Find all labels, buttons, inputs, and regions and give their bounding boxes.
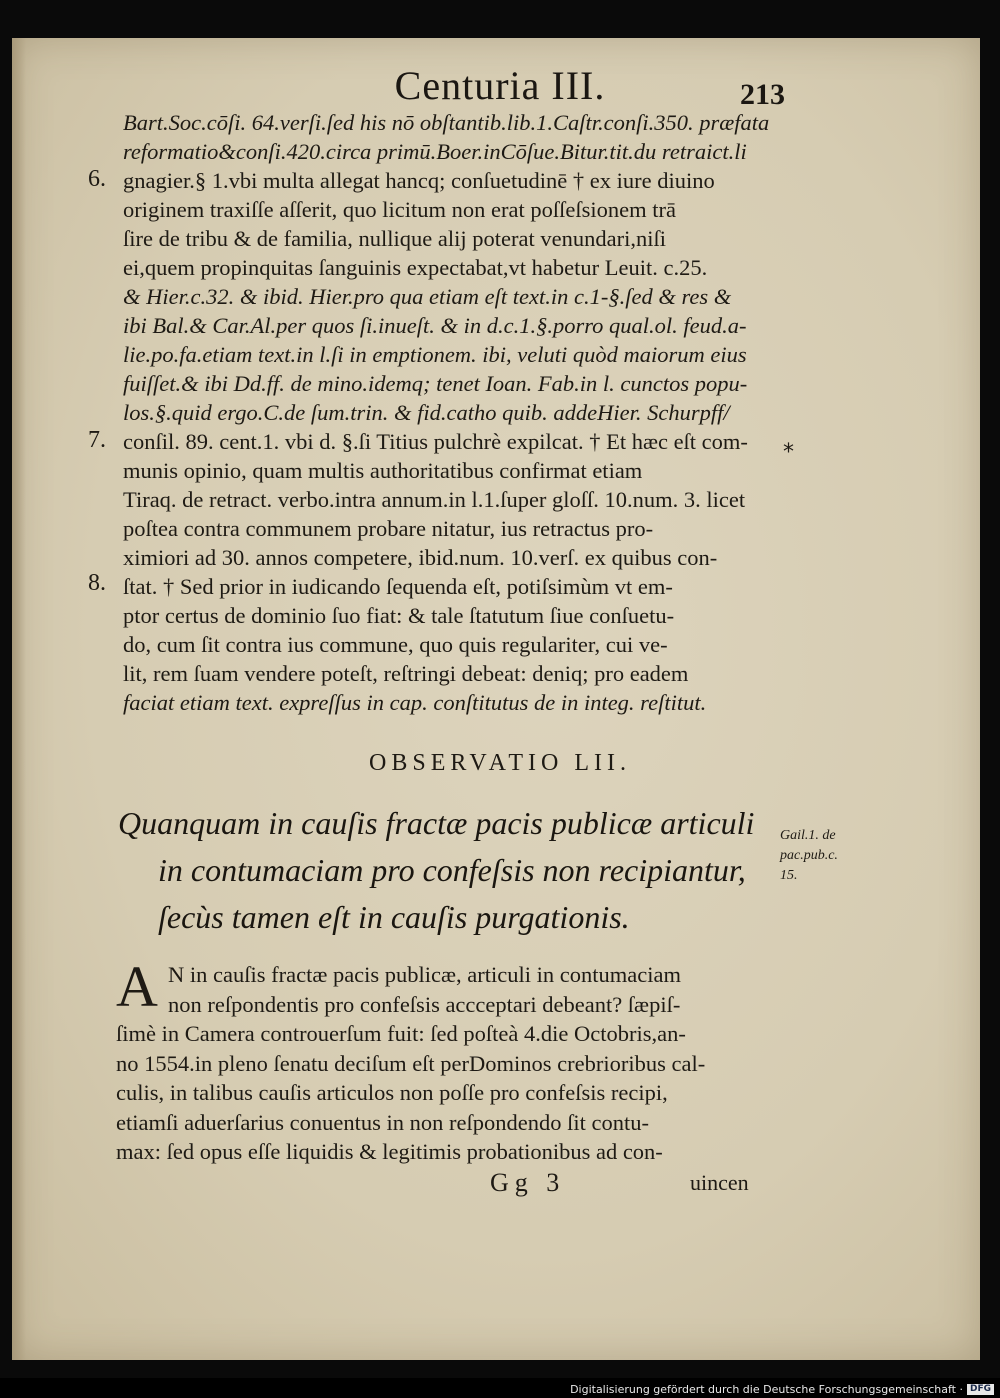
margin-citation-line: pac.pub.c. (780, 848, 838, 863)
credit-text: Digitalisierung gefördert durch die Deutsche Forschungsgemeinschaft · (570, 1383, 963, 1396)
margin-number-8: 8. (88, 570, 106, 596)
observation-title: OBSERVATIO LII. (369, 750, 631, 776)
body-line: Bart.Soc.cōſi. 64.verſi.ſed his nō obſtantib.lib.1.Caſtr.conſi.350. præfata (123, 110, 770, 135)
body-line: ſire de tribu & de familia, nullique alij poterat venundari,niſi (123, 226, 666, 251)
body-text (123, 108, 783, 717)
body-line: & Hier.c.32. & ibid. Hier.pro qua etiam eſt text.in c.1-§.ſed & res & (123, 284, 732, 309)
paragraph-line: etiamſi aduerſarius conuentus in non reſpondendo ſit contu- (116, 1109, 649, 1135)
body-line: reformatio&conſi.420.circa primū.Boer.inCōſue.Bitur.tit.du retraict.li (123, 139, 747, 164)
margin-number-6: 6. (88, 166, 106, 192)
paragraph-line: no 1554.in pleno ſenatu deciſum eſt perDominos crebrioribus cal- (116, 1050, 706, 1076)
paragraph (116, 954, 786, 1167)
margin-citation-line: 15. (780, 868, 798, 883)
summary-line: Quanquam in cauſis fractæ pacis publicæ articuli (118, 805, 755, 841)
body-line: munis opinio, quam multis authoritatibus confirmat etiam (123, 458, 643, 483)
paragraph-line: culis, in talibus cauſis articulos non poſſe pro confeſsis recipi, (116, 1080, 668, 1105)
body-line: ibi Bal.& Car.Al.per quos ſi.inueſt. & in d.c.1.§.porro qual.ol. feud.a- (123, 313, 747, 338)
drop-cap: A (116, 954, 158, 1019)
dfg-logo: DFG (967, 1384, 994, 1395)
body-line: Tiraq. de retract. verbo.intra annum.in l.1.ſuper gloſſ. 10.num. 3. licet (123, 487, 746, 512)
body-line: conſil. 89. cent.1. vbi d. §.ſi Titius pulchrè expilcat. † Et hæc eſt com- (123, 429, 748, 454)
margin-citation-line: Gail.1. de (780, 828, 836, 843)
page-number: 213 (740, 78, 785, 111)
digitization-credit (570, 1383, 994, 1396)
summary-line: in contumaciam pro confeſsis non recipiantur, (158, 852, 746, 888)
page-gutter-shadow (12, 38, 26, 1360)
body-line: originem traxiſſe aſſerit, quo licitum non erat poſſeſsionem trā (123, 197, 676, 222)
paragraph-line: N in cauſis fractæ pacis publicæ, articuli in contumaciam (168, 962, 681, 987)
signature-mark: Gg 3 (490, 1168, 566, 1197)
paragraph-line: max: ſed opus eſſe liquidis & legitimis probationibus ad con- (116, 1139, 663, 1164)
margin-citation (780, 826, 875, 886)
margin-star-mark: * (783, 440, 794, 465)
running-head: Centuria III. (394, 63, 606, 108)
body-line: lie.po.fa.etiam text.in l.ſi in emptionem. ibi, veluti quòd maiorum eius (123, 342, 747, 367)
body-line: ei,quem propinquitas ſanguinis expectabat,vt habetur Leuit. c.25. (123, 255, 708, 280)
catchword: uincen (690, 1170, 749, 1195)
body-line: los.§.quid ergo.C.de ſum.trin. & fid.catho quib. addeHier. Schurpff/ (123, 400, 730, 425)
body-line: gnagier.§ 1.vbi multa allegat hancq; conſuetudinē † ex iure diuino (123, 168, 715, 193)
body-line: do, cum ſit contra ius commune, quo quis regulariter, cui ve- (123, 632, 668, 657)
paragraph-line: non reſpondentis pro confeſsis accceptari debeant? ſæpiſ- (168, 991, 681, 1017)
body-line: fuiſſet.& ibi Dd.ff. de mino.idemq; tenet Ioan. Fab.in l. cunctos popu- (123, 371, 748, 396)
body-line: ximiori ad 30. annos competere, ibid.num. 10.verſ. ex quibus con- (123, 545, 718, 570)
margin-number-7: 7. (88, 427, 106, 453)
summary-line: ſecùs tamen eſt in cauſis purgationis. (158, 899, 630, 935)
body-line: lit, rem ſuam vendere poteſt, reſtringi debeat: deniq; pro eadem (123, 661, 689, 686)
body-line: poſtea contra communem probare nitatur, ius retractus pro- (123, 516, 654, 541)
paragraph-line: ſimè in Camera controuerſum fuit: ſed poſteà 4.die Octobris,an- (116, 1021, 686, 1046)
body-line: ſtat. † Sed prior in iudicando ſequenda eſt, potiſsimùm vt em- (123, 574, 673, 599)
body-line: ptor certus de dominio ſuo fiat: & tale ſtatutum ſiue conſuetu- (123, 603, 675, 628)
body-line: faciat etiam text. expreſſus in cap. conſtitutus de in integ. reſtitut. (123, 690, 707, 715)
observation-summary (118, 800, 778, 941)
